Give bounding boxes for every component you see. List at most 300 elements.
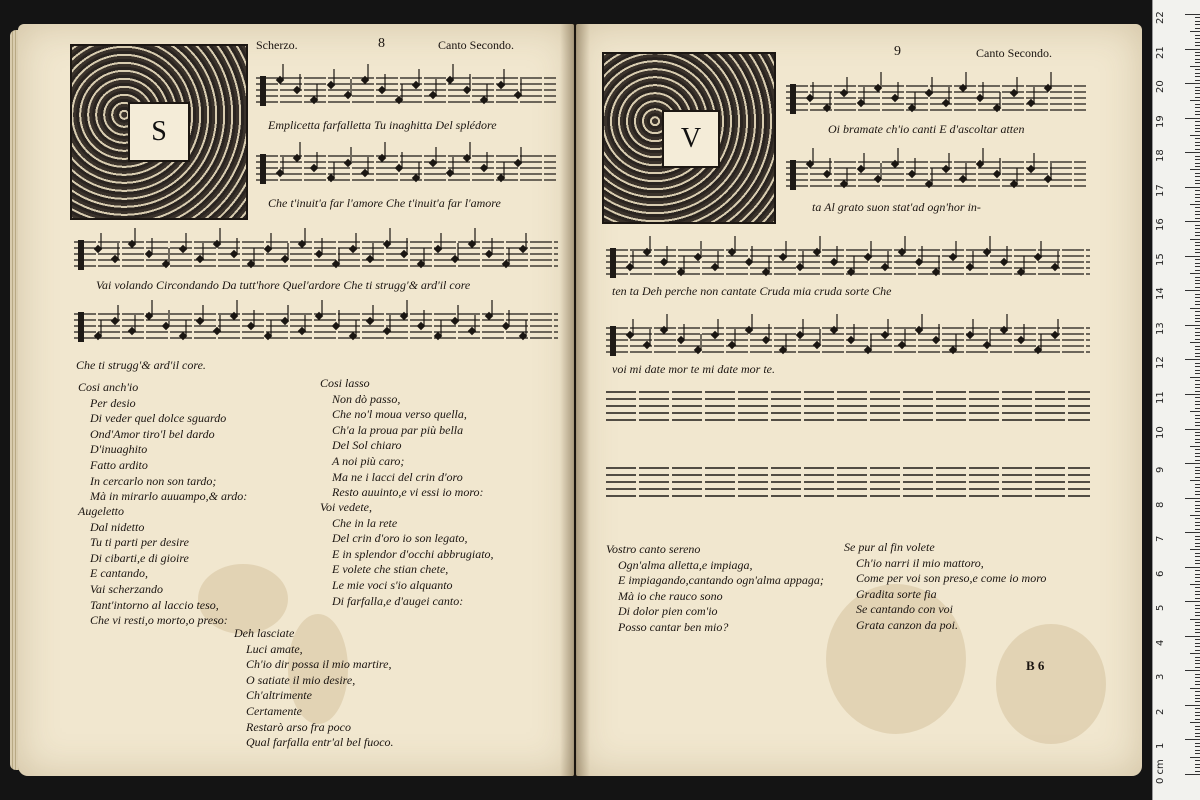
ruler-minor-tick (1195, 69, 1200, 70)
ruler-minor-tick (1195, 764, 1200, 765)
ruler-minor-tick (1195, 691, 1200, 692)
verse-line: Resto auuinto,e vi essi io moro: (332, 485, 484, 500)
empty-staff (606, 388, 1090, 408)
initial-letter: S (128, 102, 190, 162)
clef (78, 312, 84, 342)
ruler-minor-tick (1195, 76, 1200, 77)
ruler-minor-tick (1190, 653, 1200, 654)
ornamental-initial (70, 44, 248, 220)
ruler-minor-tick (1195, 111, 1200, 112)
lyric-line: voi mi date mor te mi date mor te. (612, 362, 775, 376)
ruler-tick (1185, 118, 1200, 119)
ruler-minor-tick (1195, 283, 1200, 284)
ruler-minor-tick (1195, 380, 1200, 381)
ruler-minor-tick (1195, 28, 1200, 29)
ruler-minor-tick (1195, 52, 1200, 53)
verse-line: Di veder quel dolce sguardo (90, 411, 227, 426)
ruler-minor-tick (1195, 684, 1200, 685)
music-staff (606, 314, 1090, 366)
ruler-minor-tick (1195, 38, 1200, 39)
ruler-label: 9 (1155, 466, 1166, 474)
verse-line: Del Sol chiaro (332, 438, 402, 453)
ruler-minor-tick (1195, 159, 1200, 160)
ruler-minor-tick (1195, 439, 1200, 440)
verse-line: Le mie voci s'io alquanto (332, 577, 453, 592)
ruler-tick (1185, 774, 1200, 775)
page-number: 8 (378, 36, 385, 51)
ruler-label: 7 (1155, 535, 1166, 543)
ruler-minor-tick (1195, 632, 1200, 633)
ruler-minor-tick (1195, 21, 1200, 22)
ruler-minor-tick (1195, 328, 1200, 329)
ruler-minor-tick (1195, 156, 1200, 157)
ruler-minor-tick (1195, 294, 1200, 295)
verse-line: Voi vedete, (320, 500, 372, 514)
verse-line: E volete che stian chete, (332, 562, 449, 577)
ruler-minor-tick (1195, 249, 1200, 250)
ruler-label: 20 (1155, 80, 1166, 94)
ruler-minor-tick (1195, 539, 1200, 540)
ruler-label: 22 (1155, 11, 1166, 24)
ruler-minor-tick (1195, 574, 1200, 575)
music-staff (256, 142, 556, 194)
ruler-label: 11 (1155, 391, 1166, 404)
ruler-minor-tick (1195, 581, 1200, 582)
lyric-line: ten ta Deh perche non cantate Cruda mia cruda sorte Che (612, 284, 892, 298)
music-staff (256, 64, 556, 116)
ruler-minor-tick (1195, 218, 1200, 219)
header-scherzo: Scherzo. (256, 38, 298, 52)
ruler-tick (1185, 394, 1200, 395)
staff-notation (606, 236, 1090, 288)
verse-line: Se pur al fin volete (844, 540, 935, 554)
ruler-tick (1185, 463, 1200, 464)
ruler-minor-tick (1195, 287, 1200, 288)
ruler-label: 17 (1155, 183, 1166, 197)
ruler-label: 4 (1155, 639, 1166, 646)
verse-line: Ch'io dir possa il mio martire, (246, 657, 392, 672)
ruler-label: 21 (1155, 45, 1166, 59)
ruler-minor-tick (1195, 511, 1200, 512)
ruler-label: 14 (1155, 287, 1166, 301)
ruler-minor-tick (1195, 363, 1200, 364)
ruler-minor-tick (1190, 722, 1200, 723)
ruler-minor-tick (1195, 280, 1200, 281)
ruler-minor-tick (1195, 639, 1200, 640)
lyric-line: Che t'inuit'a far l'amore Che t'inuit'a far l'amore (268, 196, 501, 210)
verse-line: O satiate il mio desire, (246, 672, 356, 687)
ruler-tick (1185, 187, 1200, 188)
ruler-minor-tick (1195, 252, 1200, 253)
staff-notation (786, 148, 1086, 200)
ruler-minor-tick (1195, 712, 1200, 713)
ruler-minor-tick (1195, 107, 1200, 108)
ruler-minor-tick (1195, 750, 1200, 751)
ruler-minor-tick (1195, 553, 1200, 554)
ruler-minor-tick (1190, 169, 1200, 170)
clef (78, 240, 84, 270)
ruler-minor-tick (1195, 456, 1200, 457)
staff-notation (256, 142, 556, 194)
verse-line: Restarò arso fra poco (246, 719, 351, 734)
ruler-minor-tick (1195, 736, 1200, 737)
ruler-minor-tick (1195, 646, 1200, 647)
ruler-minor-tick (1190, 480, 1200, 481)
staff-notation (786, 72, 1086, 124)
ruler-minor-tick (1190, 239, 1200, 240)
stanza (844, 540, 1046, 634)
ruler-minor-tick (1195, 114, 1200, 115)
ruler-minor-tick (1195, 321, 1200, 322)
ruler-minor-tick (1195, 650, 1200, 651)
lyric-line: Vai volando Circondando Da tutt'hore Quel'ardore Che ti strugg'& ard'il core (96, 278, 471, 292)
ruler-minor-tick (1195, 93, 1200, 94)
verse-line: Di cibarti,e di gioire (90, 550, 189, 565)
clef (790, 160, 796, 190)
verse-line: Che vi resti,o morto,o preso: (90, 613, 228, 628)
verse-line: E in splendor d'occhi abbrugiato, (332, 546, 494, 561)
ruler-minor-tick (1195, 128, 1200, 129)
music-staff (74, 228, 558, 280)
lyric-line: Che ti strugg'& ard'il core. (76, 358, 206, 372)
ruler-minor-tick (1195, 767, 1200, 768)
lyric-line: Emplicetta farfalletta Tu inaghitta Del splédore (268, 118, 497, 132)
ruler-minor-tick (1195, 657, 1200, 658)
ruler-tick (1185, 14, 1200, 15)
ruler-minor-tick (1195, 59, 1200, 60)
stanza (606, 542, 824, 636)
ruler-minor-tick (1195, 615, 1200, 616)
ruler-minor-tick (1195, 505, 1200, 506)
lyric-line: ta Al grato suon stat'ad ogn'hor in- (812, 200, 981, 214)
ruler-minor-tick (1195, 207, 1200, 208)
signature-mark: B 6 (1026, 658, 1045, 673)
verse-line: Cosi lasso (320, 376, 370, 390)
stanza (320, 500, 494, 609)
ruler-minor-tick (1195, 301, 1200, 302)
ruler-minor-tick (1195, 62, 1200, 63)
ruler-label: 19 (1155, 114, 1166, 128)
verse-line: A noi più caro; (332, 453, 405, 468)
ruler-minor-tick (1195, 190, 1200, 191)
ruler-minor-tick (1190, 135, 1200, 136)
water-stain (996, 624, 1106, 744)
ruler-minor-tick (1190, 31, 1200, 32)
ruler-minor-tick (1195, 87, 1200, 88)
ruler-tick (1185, 601, 1200, 602)
ruler-minor-tick (1190, 308, 1200, 309)
ruler-minor-tick (1195, 45, 1200, 46)
ruler-minor-tick (1195, 197, 1200, 198)
ruler-minor-tick (1195, 387, 1200, 388)
ruler-minor-tick (1190, 342, 1200, 343)
ruler-minor-tick (1195, 715, 1200, 716)
ruler-minor-tick (1195, 242, 1200, 243)
ruler-minor-tick (1195, 176, 1200, 177)
ruler-minor-tick (1195, 594, 1200, 595)
staff-notation (74, 228, 558, 280)
ruler-minor-tick (1195, 753, 1200, 754)
ruler-minor-tick (1190, 688, 1200, 689)
ruler-minor-tick (1190, 446, 1200, 447)
ruler-minor-tick (1195, 142, 1200, 143)
ruler-minor-tick (1195, 719, 1200, 720)
ruler-minor-tick (1195, 339, 1200, 340)
ruler-minor-tick (1195, 166, 1200, 167)
ruler-label: 1 (1155, 743, 1166, 750)
ruler-minor-tick (1195, 701, 1200, 702)
ruler-minor-tick (1195, 391, 1200, 392)
clef (260, 154, 266, 184)
verse-line: In cercarlo non son tardo; (90, 473, 217, 488)
ruler-minor-tick (1195, 335, 1200, 336)
ruler-minor-tick (1195, 353, 1200, 354)
ruler-minor-tick (1195, 508, 1200, 509)
ruler-minor-tick (1195, 318, 1200, 319)
verse-line: Fatto ardito (90, 457, 148, 472)
ruler-label: 5 (1155, 604, 1166, 612)
ruler-minor-tick (1190, 584, 1200, 585)
ruler-label: 3 (1155, 673, 1166, 681)
ruler-minor-tick (1195, 370, 1200, 371)
ruler-minor-tick (1195, 587, 1200, 588)
ruler-minor-tick (1195, 201, 1200, 202)
ornamental-initial (602, 52, 776, 224)
ruler-minor-tick (1195, 415, 1200, 416)
ruler-label: 0 cm (1155, 759, 1166, 784)
ruler-minor-tick (1190, 100, 1200, 101)
ruler-minor-tick (1195, 131, 1200, 132)
verse-line: Tu ti parti per desire (90, 535, 189, 550)
ruler-tick (1185, 636, 1200, 637)
stanza (320, 376, 484, 501)
ruler-label: 18 (1155, 149, 1166, 163)
ruler-tick (1185, 498, 1200, 499)
ruler-tick (1185, 152, 1200, 153)
verse-line: E impiagando,cantando ogn'alma appaga; (618, 573, 824, 588)
ruler-minor-tick (1195, 349, 1200, 350)
ruler-minor-tick (1195, 90, 1200, 91)
ruler-minor-tick (1195, 145, 1200, 146)
ruler-minor-tick (1195, 525, 1200, 526)
ruler-minor-tick (1190, 619, 1200, 620)
ruler-minor-tick (1195, 663, 1200, 664)
ruler-minor-tick (1195, 622, 1200, 623)
ruler-minor-tick (1195, 183, 1200, 184)
initial-letter: V (662, 110, 720, 168)
ruler-minor-tick (1195, 629, 1200, 630)
music-staff (74, 300, 558, 352)
ruler-minor-tick (1190, 757, 1200, 758)
ruler-minor-tick (1195, 180, 1200, 181)
ruler-minor-tick (1195, 55, 1200, 56)
ruler-label: 15 (1155, 253, 1166, 266)
ruler-minor-tick (1195, 743, 1200, 744)
verse-line: Augeletto (78, 504, 124, 518)
ruler-tick (1185, 532, 1200, 533)
ruler-minor-tick (1190, 66, 1200, 67)
ruler-minor-tick (1195, 643, 1200, 644)
verse-line: Cosi anch'io (78, 380, 139, 394)
empty-staff-lines (606, 464, 1090, 504)
ruler-tick (1185, 221, 1200, 222)
ruler-label: 12 (1155, 356, 1166, 370)
verse-line: Come per voi son preso,e come io moro (856, 571, 1047, 586)
ruler-tick (1185, 739, 1200, 740)
book-gutter (560, 24, 590, 776)
ruler-minor-tick (1195, 442, 1200, 443)
ruler-minor-tick (1195, 17, 1200, 18)
verse-line: Mà io che rauco sono (618, 588, 723, 603)
stanza (78, 504, 228, 629)
ruler-minor-tick (1195, 332, 1200, 333)
verse-line: Ond'Amor tiro'l bel dardo (90, 426, 215, 441)
verse-line: Di dolor pien com'io (618, 604, 718, 619)
verse-line: Mà in mirarlo auuampo,& ardo: (90, 489, 248, 504)
lyric-line: Oi bramate ch'io canti E d'ascoltar atten (828, 122, 1025, 136)
ruler-minor-tick (1195, 577, 1200, 578)
ruler-minor-tick (1195, 232, 1200, 233)
ruler-label: 8 (1155, 501, 1166, 508)
verse-line: Certamente (246, 703, 302, 718)
ruler-minor-tick (1195, 546, 1200, 547)
ruler-minor-tick (1195, 563, 1200, 564)
ruler-minor-tick (1195, 453, 1200, 454)
ruler-minor-tick (1190, 515, 1200, 516)
verse-line: D'inuaghito (90, 442, 148, 457)
ruler-minor-tick (1195, 570, 1200, 571)
ruler-minor-tick (1195, 695, 1200, 696)
ruler-minor-tick (1190, 377, 1200, 378)
ruler-minor-tick (1195, 397, 1200, 398)
ruler-minor-tick (1195, 477, 1200, 478)
ruler-minor-tick (1195, 225, 1200, 226)
ruler-minor-tick (1195, 771, 1200, 772)
ruler-minor-tick (1195, 297, 1200, 298)
ruler-minor-tick (1195, 304, 1200, 305)
ruler-minor-tick (1195, 245, 1200, 246)
ruler-minor-tick (1195, 235, 1200, 236)
ruler-tick (1185, 325, 1200, 326)
ruler-minor-tick (1190, 549, 1200, 550)
ruler-minor-tick (1195, 484, 1200, 485)
ruler-minor-tick (1195, 435, 1200, 436)
ruler-minor-tick (1195, 24, 1200, 25)
ruler-minor-tick (1195, 422, 1200, 423)
verse-line: Dal nidetto (90, 519, 145, 534)
music-staff (786, 72, 1086, 124)
measurement-ruler (1152, 0, 1200, 800)
ruler-minor-tick (1195, 449, 1200, 450)
ruler-minor-tick (1195, 470, 1200, 471)
staff-notation (256, 64, 556, 116)
ruler-minor-tick (1195, 214, 1200, 215)
ruler-label: 2 (1155, 708, 1166, 715)
header-canto: Canto Secondo. (438, 38, 514, 52)
ruler-minor-tick (1195, 674, 1200, 675)
ruler-minor-tick (1195, 356, 1200, 357)
ruler-minor-tick (1195, 536, 1200, 537)
verse-line: Che in la rete (332, 515, 398, 530)
ruler-minor-tick (1190, 204, 1200, 205)
header-canto: Canto Secondo. (976, 46, 1052, 60)
ruler-minor-tick (1195, 228, 1200, 229)
ruler-minor-tick (1195, 315, 1200, 316)
ruler-minor-tick (1195, 163, 1200, 164)
verse-line: Ch'io narri il mio mattoro, (856, 555, 984, 570)
ruler-minor-tick (1195, 346, 1200, 347)
ruler-minor-tick (1195, 401, 1200, 402)
verse-line: Deh lasciate (234, 626, 295, 640)
ruler-minor-tick (1195, 660, 1200, 661)
ruler-minor-tick (1195, 729, 1200, 730)
verse-line: Vostro canto sereno (606, 542, 701, 556)
ruler-minor-tick (1190, 273, 1200, 274)
ruler-minor-tick (1195, 529, 1200, 530)
verse-line: Gradita sorte fia (856, 586, 937, 601)
ruler-minor-tick (1195, 35, 1200, 36)
ruler-minor-tick (1195, 263, 1200, 264)
stanza (78, 380, 247, 505)
ruler-minor-tick (1195, 543, 1200, 544)
ruler-tick (1185, 359, 1200, 360)
ruler-minor-tick (1195, 487, 1200, 488)
ruler-minor-tick (1195, 173, 1200, 174)
ruler-minor-tick (1195, 125, 1200, 126)
verse-line: Ch'a la proua par più bella (332, 422, 464, 437)
empty-staff-lines (606, 388, 1090, 428)
verse-line: Qual farfalla entr'al bel fuoco. (246, 735, 394, 750)
verse-line: Posso cantar ben mio? (618, 619, 729, 634)
ruler-minor-tick (1195, 522, 1200, 523)
verse-line: Ma ne i lacci del crin d'oro (332, 469, 463, 484)
ruler-tick (1185, 256, 1200, 257)
ruler-minor-tick (1195, 270, 1200, 271)
verse-line: E cantando, (90, 566, 148, 581)
clef (610, 248, 616, 278)
ruler-tick (1185, 49, 1200, 50)
ruler-tick (1185, 429, 1200, 430)
ruler-minor-tick (1195, 121, 1200, 122)
verse-line: Ogn'alma alletta,e impiaga, (618, 557, 753, 572)
right-page (576, 24, 1142, 776)
clef (790, 84, 796, 114)
verse-line: Del crin d'oro io son legato, (332, 531, 468, 546)
verse-line: Vai scherzando (90, 581, 163, 596)
ruler-minor-tick (1195, 598, 1200, 599)
ruler-minor-tick (1195, 138, 1200, 139)
ruler-tick (1185, 705, 1200, 706)
verse-line: Di farfalla,e d'augei canto: (332, 593, 464, 608)
ruler-minor-tick (1190, 411, 1200, 412)
stanza (234, 626, 394, 751)
ruler-minor-tick (1195, 97, 1200, 98)
ruler-minor-tick (1195, 501, 1200, 502)
ruler-minor-tick (1195, 726, 1200, 727)
music-staff (606, 236, 1090, 288)
ruler-minor-tick (1195, 473, 1200, 474)
verse-line: Grata canzon da poi. (856, 617, 958, 632)
ruler-minor-tick (1195, 494, 1200, 495)
verse-line: Che no'l moua verso quella, (332, 407, 467, 422)
ruler-minor-tick (1195, 760, 1200, 761)
ruler-minor-tick (1195, 42, 1200, 43)
ruler-minor-tick (1195, 404, 1200, 405)
ruler-minor-tick (1195, 277, 1200, 278)
ruler-minor-tick (1195, 708, 1200, 709)
ruler-label: 16 (1155, 218, 1166, 232)
verse-line: Ch'altrimente (246, 688, 312, 703)
